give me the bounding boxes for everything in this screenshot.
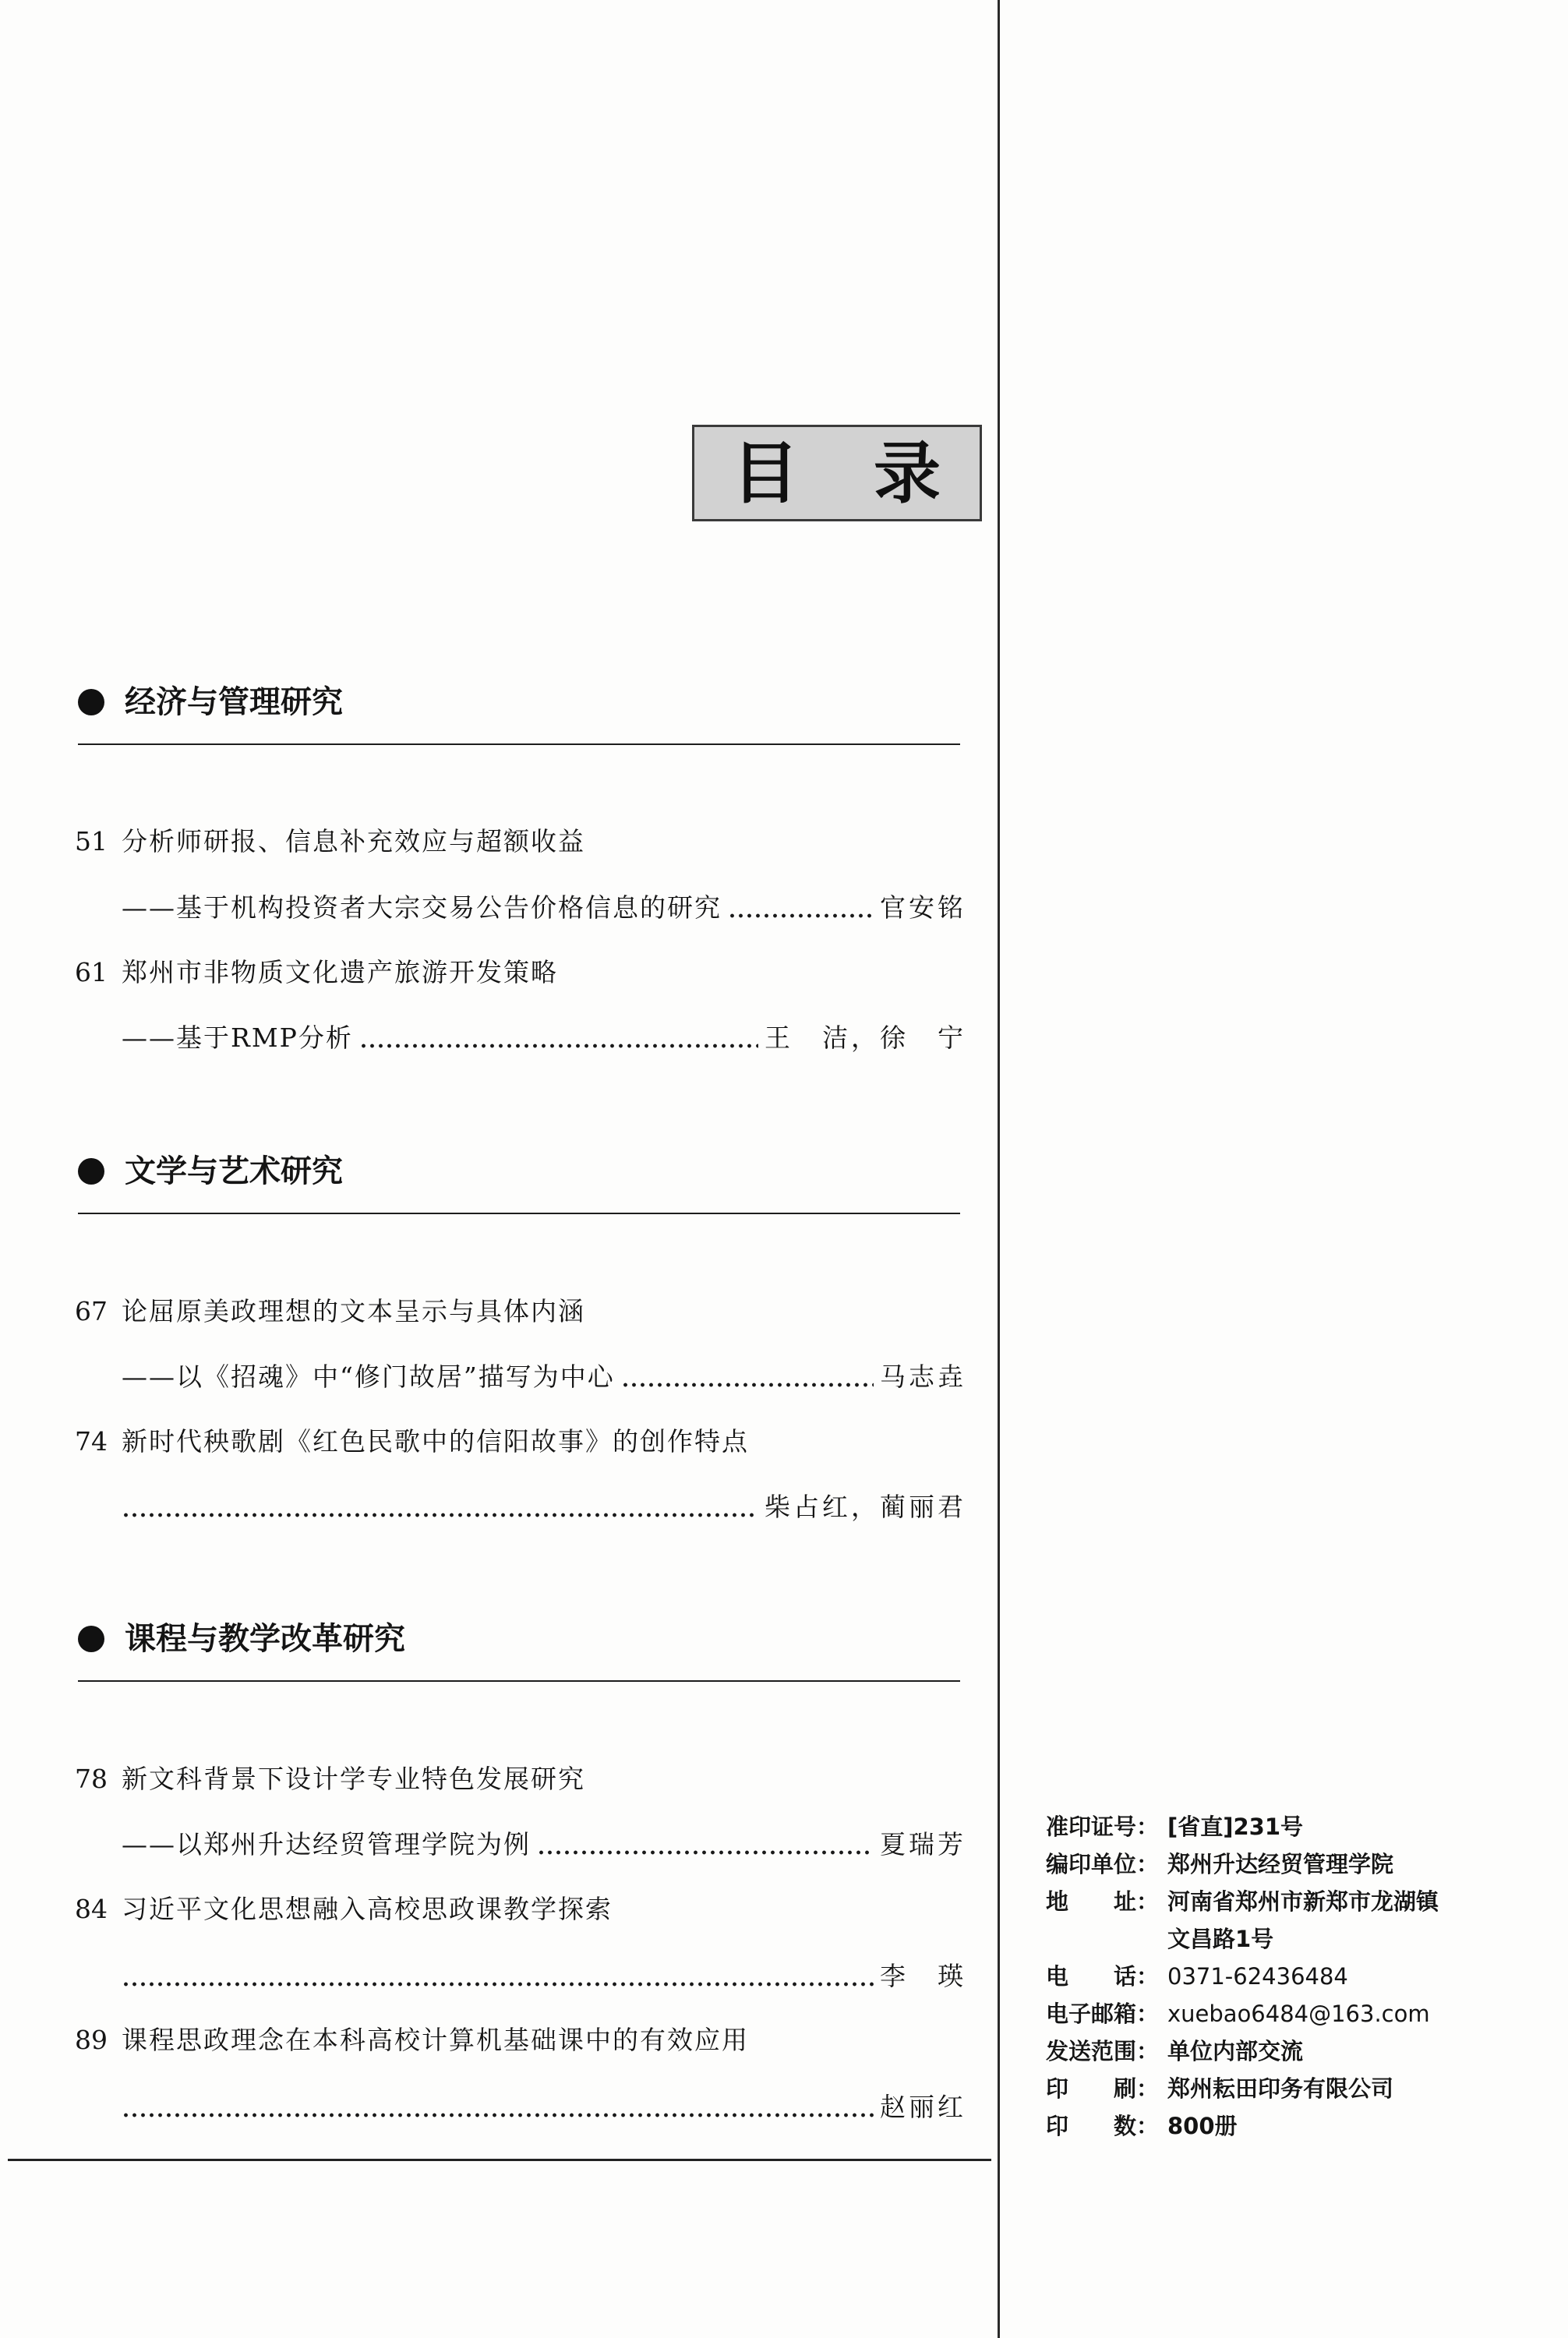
- section-rule: [78, 1213, 960, 1214]
- colophon-value: [省直]231号: [1167, 1814, 1304, 1840]
- entry-title: 新时代秧歌剧《红色民歌中的信阳故事》的创作特点: [122, 1426, 749, 1457]
- dot-leader: [122, 1485, 758, 1529]
- colophon-label: 准印证号：: [1046, 1814, 1160, 1840]
- entry-page-number: 89: [75, 2025, 108, 2055]
- section-rule: [78, 743, 960, 745]
- entry-author: 夏瑞芳: [880, 1829, 966, 1859]
- entry-title: 分析师研报、信息补充效应与超额收益: [122, 826, 585, 856]
- entry-page-number: 51: [75, 826, 108, 856]
- entry-page-number: 84: [75, 1894, 108, 1924]
- section-header-literature: [78, 1146, 960, 1200]
- contents-heading-char-2: 录: [874, 435, 941, 513]
- toc-entry-title-line[interactable]: [75, 2018, 966, 2062]
- toc-entry-title-line[interactable]: [75, 1757, 966, 1801]
- toc-entry-title-line[interactable]: [75, 1290, 966, 1333]
- colophon-row: [1046, 1883, 1545, 1920]
- dot-leader: [537, 1823, 874, 1867]
- toc-entry-sub-line[interactable]: [75, 1016, 966, 1060]
- page-divider-line: [998, 0, 1000, 2338]
- entry-author: 马志垚: [880, 1361, 966, 1392]
- toc-entry-title-line[interactable]: [75, 951, 966, 994]
- contents-heading-char-1: 目: [732, 435, 799, 513]
- colophon-value: 文昌路1号: [1167, 1926, 1274, 1952]
- entry-author: 柴占红，蔺丽君: [765, 1492, 966, 1522]
- entry-title: 习近平文化思想融入高校思政课教学探索: [122, 1894, 613, 1924]
- colophon-value: 郑州升达经贸管理学院: [1167, 1851, 1394, 1877]
- colophon-email[interactable]: xuebao6484@163.com: [1167, 2001, 1430, 2027]
- colophon-row: [1046, 1845, 1545, 1883]
- entry-page-number: 74: [75, 1426, 108, 1457]
- colophon-block: [1046, 1808, 1545, 2145]
- toc-entry-sub-line[interactable]: [75, 886, 966, 930]
- entry-author: 王 洁，徐 宁: [765, 1022, 966, 1053]
- colophon-value: 0371-62436484: [1167, 1963, 1348, 1990]
- toc-entry-sub-line[interactable]: [75, 1823, 966, 1867]
- entry-author: 官安铭: [880, 892, 966, 923]
- colophon-label: 电 话：: [1046, 1963, 1160, 1990]
- colophon-value: 河南省郑州市新郑市龙湖镇: [1167, 1888, 1439, 1915]
- entry-title: 论屈原美政理想的文本呈示与具体内涵: [122, 1296, 585, 1326]
- dot-leader: [359, 1016, 758, 1060]
- colophon-label: 地 址：: [1046, 1888, 1160, 1915]
- section-bullet-icon: [78, 1626, 104, 1652]
- colophon-row: [1046, 1995, 1545, 2033]
- colophon-row: [1046, 1808, 1545, 1845]
- section-title: 文学与艺术研究: [125, 1153, 343, 1189]
- section-title: 课程与教学改革研究: [125, 1621, 405, 1657]
- dot-leader: [122, 2085, 874, 2129]
- toc-entry-title-line[interactable]: [75, 820, 966, 864]
- contents-heading-box: [692, 425, 982, 521]
- colophon-row: [1046, 2033, 1545, 2070]
- colophon-row: [1046, 2107, 1545, 2145]
- colophon-label: 印 数：: [1046, 2113, 1160, 2139]
- colophon-value: 单位内部交流: [1167, 2038, 1304, 2064]
- colophon-value: 800册: [1167, 2113, 1238, 2139]
- colophon-row: [1046, 2070, 1545, 2107]
- colophon-label: 编印单位：: [1046, 1851, 1160, 1877]
- dot-leader: [621, 1355, 874, 1399]
- entry-page-number: 67: [75, 1296, 108, 1326]
- dot-leader: [122, 1955, 874, 1998]
- entry-subtitle: ——以《招魂》中“修门故居”描写为中心: [122, 1361, 615, 1392]
- toc-entry-sub-line[interactable]: [75, 1485, 966, 1529]
- colophon-value: 郑州耘田印务有限公司: [1167, 2075, 1394, 2102]
- entry-page-number: 61: [75, 957, 108, 987]
- toc-entry-sub-line[interactable]: [75, 2085, 966, 2129]
- section-header-teaching: [78, 1613, 960, 1668]
- colophon-label: 发送范围：: [1046, 2038, 1160, 2064]
- section-title: 经济与管理研究: [125, 684, 343, 720]
- entry-title: 郑州市非物质文化遗产旅游开发策略: [122, 957, 558, 987]
- colophon-label: 印 刷：: [1046, 2075, 1160, 2102]
- entry-subtitle: ——以郑州升达经贸管理学院为例: [122, 1829, 531, 1859]
- entry-title: 课程思政理念在本科高校计算机基础课中的有效应用: [122, 2025, 749, 2055]
- section-header-economics: [78, 676, 960, 731]
- entry-author: 李 瑛: [880, 1961, 966, 1991]
- entry-page-number: 78: [75, 1764, 108, 1794]
- entry-title: 新文科背景下设计学专业特色发展研究: [122, 1764, 585, 1794]
- toc-entry-title-line[interactable]: [75, 1888, 966, 1931]
- section-bullet-icon: [78, 1158, 104, 1185]
- section-bullet-icon: [78, 689, 104, 715]
- dot-leader: [728, 886, 874, 930]
- colophon-label: 电子邮箱：: [1046, 2001, 1160, 2027]
- entry-author: 赵丽红: [880, 2092, 966, 2122]
- section-rule: [78, 1680, 960, 1682]
- entry-subtitle: ——基于机构投资者大宗交易公告价格信息的研究: [122, 892, 722, 923]
- toc-entry-sub-line[interactable]: [75, 1955, 966, 1998]
- colophon-row: [1046, 1920, 1545, 1958]
- toc-entry-title-line[interactable]: [75, 1420, 966, 1464]
- entry-subtitle: ——基于RMP分析: [122, 1022, 353, 1053]
- colophon-row: [1046, 1958, 1545, 1995]
- toc-entry-sub-line[interactable]: [75, 1355, 966, 1399]
- bottom-rule: [8, 2159, 991, 2161]
